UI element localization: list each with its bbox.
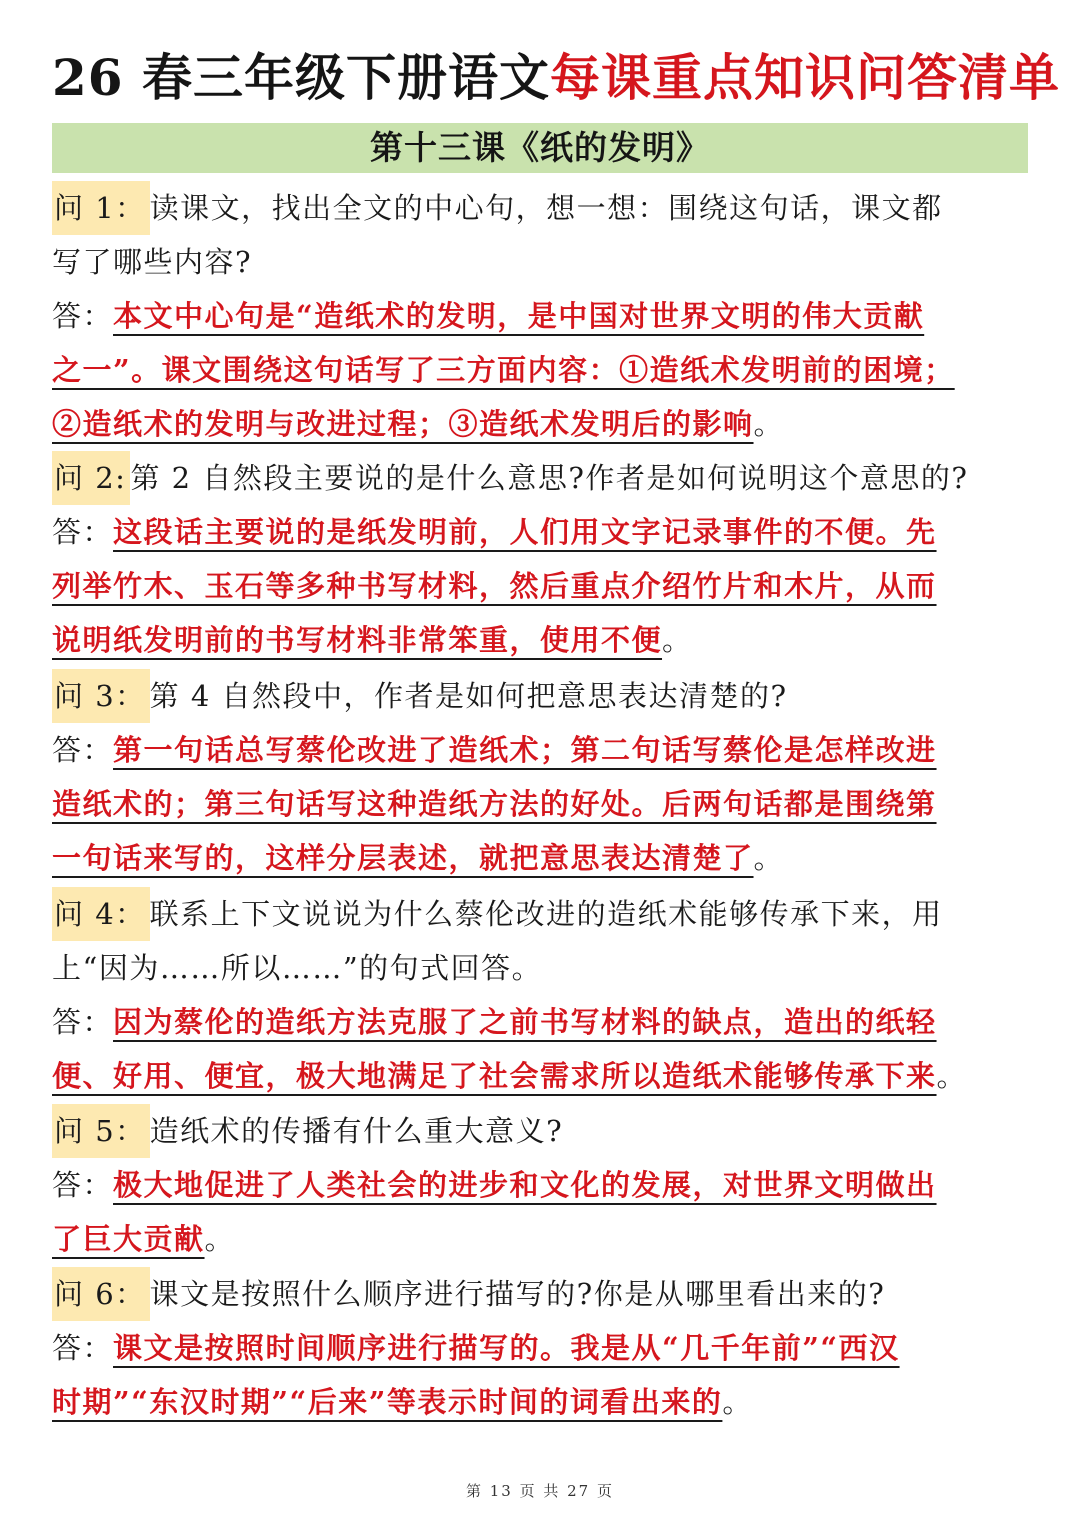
- answer-text: 第一句话总写蔡伦改进了造纸术；第二句话写蔡伦是怎样改进: [113, 733, 937, 767]
- question-line: [52, 669, 1028, 723]
- answer-end: 。: [204, 1222, 236, 1256]
- answer-label: 答：: [52, 733, 114, 767]
- question-label: 问 1：: [52, 181, 150, 235]
- answer-line: [52, 343, 1028, 397]
- question-text: 联系上下文说说为什么蔡伦改进的造纸术能够传承下来，用: [149, 897, 943, 931]
- answer-line: [52, 559, 1028, 613]
- answer-text: 了巨大贡献: [52, 1222, 205, 1256]
- answer-text: 时期”“东汉时期”“后来”等表示时间的词看出来的: [52, 1385, 723, 1419]
- answer-text: 这段话主要说的是纸发明前，人们用文字记录事件的不便。先: [113, 515, 937, 549]
- answer-line: [52, 505, 1028, 559]
- question-label: 问 6：: [52, 1267, 150, 1321]
- title-part-2: 每课重点知识问答清单: [550, 48, 1060, 107]
- lesson-heading: 第十三课《纸的发明》: [52, 123, 1028, 173]
- question-line: [52, 181, 1028, 235]
- answer-line: [52, 1321, 1028, 1375]
- question-text: 课文是按照什么顺序进行描写的?你是从哪里看出来的?: [149, 1277, 886, 1311]
- question-line: [52, 941, 1028, 995]
- answer-line: [52, 1375, 1028, 1429]
- question-line: [52, 451, 1028, 505]
- answer-end: 。: [722, 1385, 753, 1419]
- question-label: 问 4：: [52, 887, 150, 941]
- answer-end: 。: [662, 623, 693, 657]
- answer-text: 便、好用、便宜，极大地满足了社会需求所以造纸术能够传承下来: [52, 1059, 937, 1093]
- question-text: 写了哪些内容?: [52, 245, 253, 279]
- answer-text: 课文是按照时间顺序进行描写的。我是从“几千年前”“西汉: [113, 1331, 900, 1365]
- question-line: [52, 1104, 1028, 1158]
- answer-label: 答：: [52, 1005, 114, 1039]
- question-label: 问 5：: [52, 1104, 150, 1158]
- answer-text: 之一”。课文围绕这句话写了三方面内容：①造纸术发明前的困境；: [52, 353, 955, 387]
- answer-line: [52, 397, 1028, 451]
- answer-line: [52, 831, 1028, 885]
- qa-block-2: [52, 451, 1028, 667]
- question-line: [52, 887, 1028, 941]
- answer-label: 答：: [52, 515, 114, 549]
- question-text: 上“因为……所以……”的句式回答。: [52, 951, 543, 985]
- question-label: 问 3：: [52, 669, 150, 723]
- answer-text: 一句话来写的，这样分层表述，就把意思表达清楚了: [52, 841, 754, 875]
- answer-end: 。: [936, 1059, 968, 1093]
- answer-line: [52, 995, 1028, 1049]
- answer-text: 因为蔡伦的造纸方法克服了之前书写材料的缺点，造出的纸轻: [113, 1005, 937, 1039]
- answer-text: 列举竹木、玉石等多种书写材料，然后重点介绍竹片和木片，从而: [52, 569, 937, 603]
- title-part-1: 26 春三年级下册语文: [52, 48, 550, 107]
- answer-text: 本文中心句是“造纸术的发明，是中国对世界文明的伟大贡献: [113, 299, 925, 333]
- qa-block-5: [52, 1104, 1028, 1266]
- answer-line: [52, 1049, 1028, 1103]
- answer-end: 。: [753, 407, 785, 441]
- answer-line: [52, 289, 1028, 343]
- question-text: 第 2 自然段主要说的是什么意思?作者是如何说明这个意思的?: [130, 461, 969, 495]
- question-line: [52, 235, 1028, 289]
- question-line: [52, 1267, 1028, 1321]
- answer-text: 说明纸发明前的书写材料非常笨重，使用不便: [52, 623, 663, 657]
- answer-line: [52, 1158, 1028, 1212]
- question-text: 第 4 自然段中，作者是如何把意思表达清楚的?: [149, 679, 788, 713]
- qa-block-4: [52, 887, 1028, 1103]
- answer-end: 。: [753, 841, 785, 875]
- qa-block-3: [52, 669, 1028, 885]
- qa-block-6: [52, 1267, 1028, 1429]
- question-label: 问 2:: [52, 451, 130, 505]
- page-footer: 第 13 页 共 27 页: [465, 1482, 614, 1500]
- question-text: 造纸术的传播有什么重大意义?: [149, 1114, 564, 1148]
- answer-text: ②造纸术的发明与改进过程；③造纸术发明后的影响: [52, 407, 754, 441]
- answer-label: 答：: [52, 1331, 114, 1365]
- answer-line: [52, 613, 1028, 667]
- qa-block-1: [52, 181, 1028, 451]
- page-title: [52, 44, 1060, 112]
- question-text: 读课文，找出全文的中心句，想一想：围绕这句话，课文都: [149, 191, 943, 225]
- answer-text: 极大地促进了人类社会的进步和文化的发展，对世界文明做出: [113, 1168, 937, 1202]
- answer-text: 造纸术的；第三句话写这种造纸方法的好处。后两句话都是围绕第: [52, 787, 937, 821]
- answer-line: [52, 723, 1028, 777]
- answer-label: 答：: [52, 299, 114, 333]
- answer-label: 答：: [52, 1168, 114, 1202]
- answer-line: [52, 777, 1028, 831]
- answer-line: [52, 1212, 1028, 1266]
